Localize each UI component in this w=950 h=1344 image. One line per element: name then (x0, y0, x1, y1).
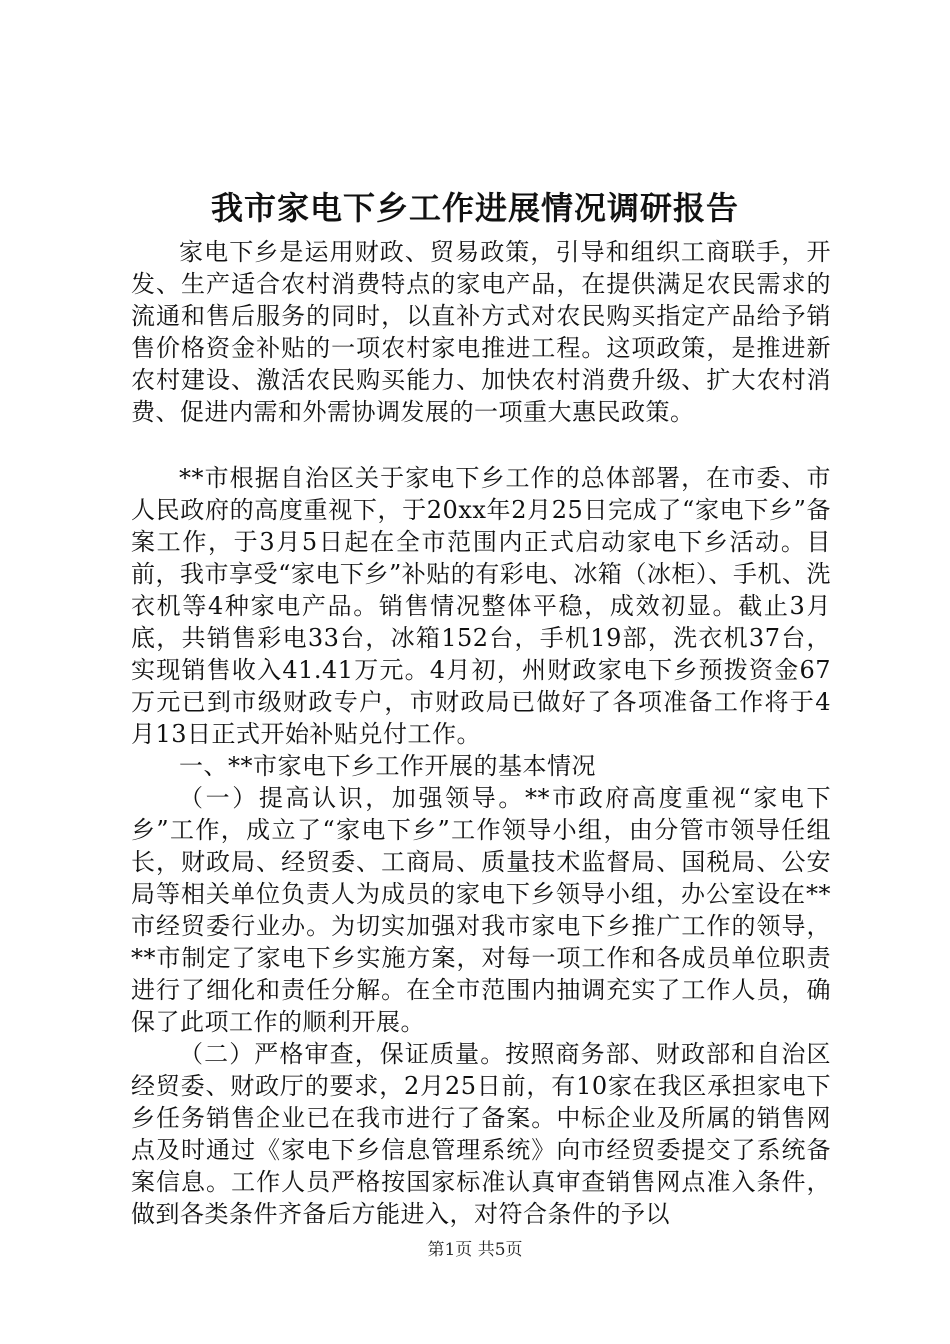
paragraph-quality: （二）严格审查，保证质量。按照商务部、财政部和自治区经贸委、财政厅的要求，2月25日前，有10家在我区承担家电下乡任务销售企业已在我市进行了备案。中标企业及所属的销售网点及时通过《家电下乡信息管理系统》向市经贸委提交了系统备案信息。工作人员严格按国家标准认真审查销售网点准入条件，做到各类条件齐备后方能进入，对符合条件的予以 (131, 1040, 831, 1228)
paragraph-leadership: （一）提高认识，加强领导。**市政府高度重视“家电下乡”工作，成立了“家电下乡”工作领导小组，由分管市领导任组长，财政局、经贸委、工商局、质量技术监督局、国税局、公安局等相关单位负责人为成员的家电下乡领导小组，办公室设在**市经贸委行业办。为切实加强对我市家电下乡推广工作的领导，**市制定了家电下乡实施方案，对每一项工作和各成员单位职责进行了细化和责任分解。在全市范围内抽调充实了工作人员，确保了此项工作的顺利开展。 (131, 784, 831, 1036)
page-number-footer: 第1页 共5页 (427, 1240, 523, 1260)
paragraph-intro: 家电下乡是运用财政、贸易政策，引导和组织工商联手，开发、生产适合农村消费特点的家电产品，在提供满足农民需求的流通和售后服务的同时，以直补方式对农民购买指定产品给予销售价格资金补贴的一项农村家电推进工程。这项政策，是推进新农村建设、激活农民购买能力、加快农村消费升级、扩大农村消费、促进内需和外需协调发展的一项重大惠民政策。 (131, 238, 831, 426)
document-title: 我市家电下乡工作进展情况调研报告 (210, 189, 739, 227)
document-body (131, 236, 831, 1230)
section-heading-1: 一、**市家电下乡工作开展的基本情况 (179, 752, 596, 780)
paragraph-overview: **市根据自治区关于家电下乡工作的总体部署，在市委、市人民政府的高度重视下，于20xx年2月25日完成了“家电下乡”备案工作，于3月5日起在全市范围内正式启动家电下乡活动。目前，我市享受“家电下乡”补贴的有彩电、冰箱（冰柜）、手机、洗衣机等4种家电产品。销售情况整体平稳，成效初显。截止3月底，共销售彩电33台，冰箱152台，手机19部，洗衣机37台，实现销售收入41.41万元。4月初，州财政家电下乡预拨资金67万元已到市级财政专户，市财政局已做好了各项准备工作将于4月13日正式开始补贴兑付工作。 (131, 464, 831, 748)
